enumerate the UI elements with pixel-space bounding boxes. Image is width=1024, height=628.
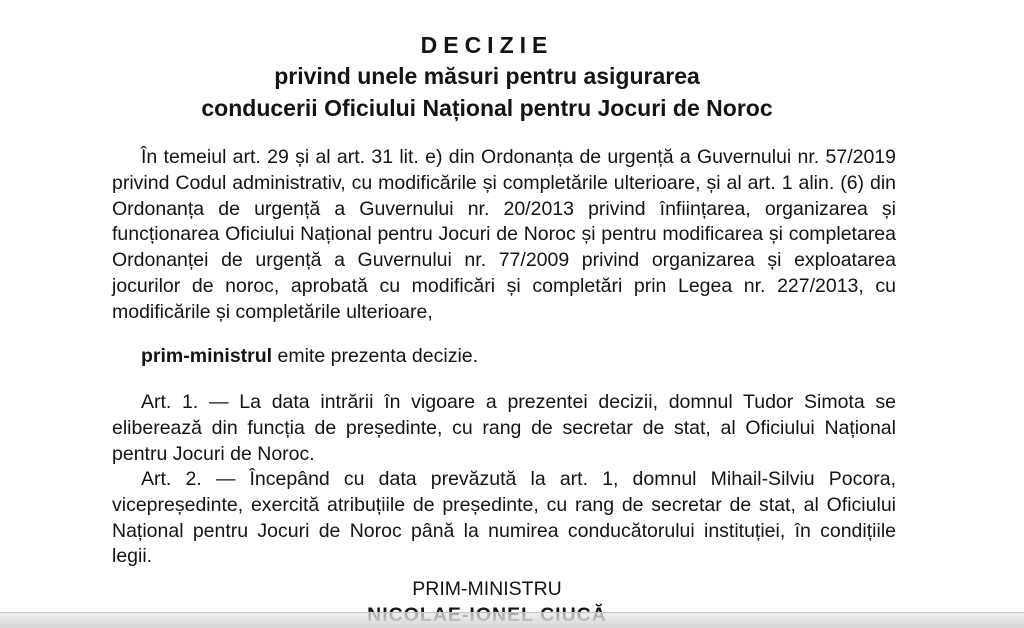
document-subtitle-line-2: conducerii Oficiului Național pentru Jocuri de Noroc: [201, 95, 773, 121]
issuer-paragraph: [141, 344, 901, 370]
article-1-text: Art. 1. — La data intrării în vigoare a prezentei decizii, domnul Tudor Simota se eliberează din funcția de președinte, cu rang de secretar de stat, al Oficiului Național pentru Jocuri de Noroc.: [112, 391, 896, 465]
document-subtitle-line-1: privind unele măsuri pentru asigurarea: [274, 63, 700, 89]
document-title: DECIZIE: [420, 32, 554, 58]
article-2: [112, 467, 896, 570]
signatory-title: PRIM-MINISTRU: [412, 578, 562, 600]
decision-header: [0, 30, 1024, 124]
issuer-name: prim-ministrul: [141, 345, 273, 367]
preamble-text: În temeiul art. 29 și al art. 31 lit. e) din Ordonanța de urgență a Guvernului nr. 57/2019 privind Codul administrativ, cu modificările și completările ulterioare, și al art. 1 alin. (6) din Ordonanța de urgență a Guvernului nr. 20/2013 privind înființarea, organizarea și funcționarea Oficiului Național pentru Jocuri de Noroc și pentru modificarea și completarea Ordonanței de urgență a Guvernului nr. 77/2009 privind organizarea și exploatarea jocurilor de noroc, aprobată cu modificări și completări prin Legea nr. 227/2013, cu modificările și completările ulterioare,: [112, 146, 896, 323]
article-2-text: Art. 2. — Începând cu data prevăzută la art. 1, domnul Mihail-Silviu Pocora, vicepreședinte, exercită atribuțiile de președinte, cu rang de secretar de stat, al Oficiului Național pentru Jocuri de Noroc până la numirea conducătorului instituției, în condițiile legii.: [112, 468, 896, 568]
article-1: [112, 390, 896, 467]
page-bottom-edge: [0, 612, 1024, 628]
preamble-paragraph: [112, 145, 896, 326]
issuer-statement: emite prezenta decizie.: [272, 345, 479, 367]
